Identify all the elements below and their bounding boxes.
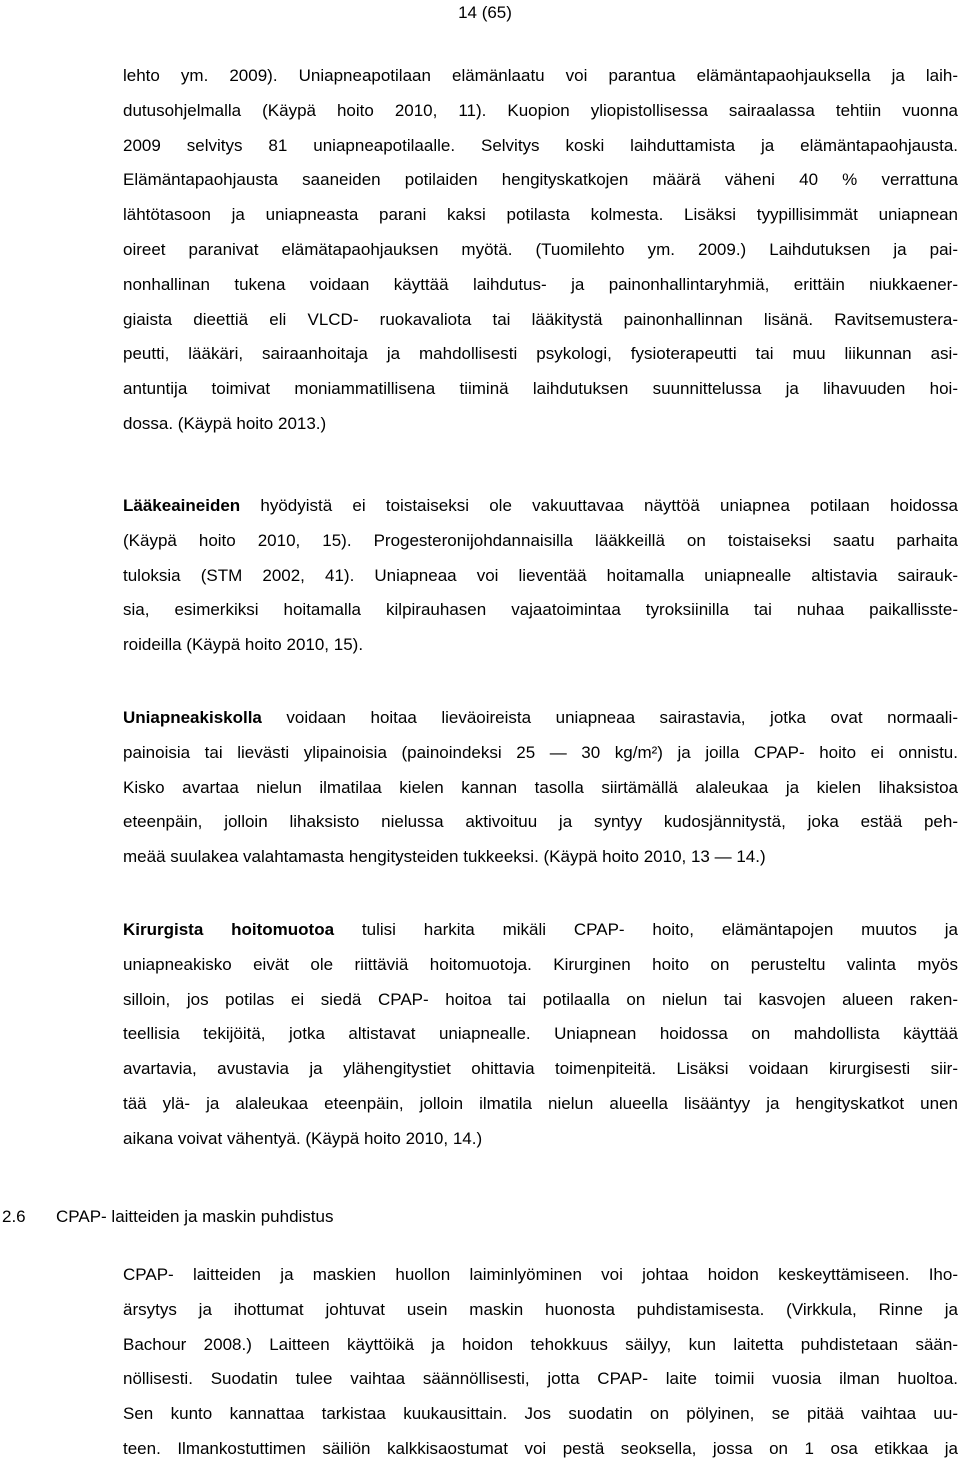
text-line: Bachour 2008.) Laitteen käyttöikä ja hoidon tehokkuus säilyy, kun laitetta puhdistetaan sään- bbox=[123, 1334, 958, 1354]
section-number: 2.6 bbox=[2, 1207, 26, 1226]
paragraph-lifestyle bbox=[123, 59, 958, 442]
text-line: painoisia tai lievästi ylipainoisia (painoindeksi 25 — 30 kg/m²) ja joilla CPAP- hoito ei onnistu. bbox=[123, 742, 958, 762]
text-line: nonhallinan tukena voidaan käyttää laihdutus- ja painonhallintaryhmiä, erittäin niukkaener- bbox=[123, 274, 958, 294]
text-line: 2009 selvitys 81 uniapneapotilaalle. Selvitys koski laihduttamista ja elämäntapaohjausta. bbox=[123, 135, 958, 155]
text-line: eteenpäin, jolloin lihaksisto nielussa aktivoituu ja syntyy kudosjännitystä, joka estää peh- bbox=[123, 812, 958, 832]
text-line: aikana voivat vähentyä. (Käypä hoito 2010, 14.) bbox=[123, 1128, 483, 1148]
text-line: antuntija toimivat moniammatillisena tiiminä laihdutuksen suunnittelussa ja lihavuuden hoi- bbox=[123, 379, 958, 399]
text-line: teellisia tekijöitä, jotka altistavat uniapnealle. Uniapnean hoidossa on mahdollista käyttää bbox=[123, 1024, 958, 1044]
text-line: lehto ym. 2009). Uniapneapotilaan elämänlaatu voi parantua elämäntapaohjauksella ja laih- bbox=[123, 66, 958, 85]
text-line: dossa. (Käypä hoito 2013.) bbox=[123, 413, 327, 433]
text-line: tää ylä- ja alaleukaa eteenpäin, jolloin ilmatila nielun alueella lisääntyy ja hengityskatkot unen bbox=[123, 1093, 958, 1113]
text-line: dutusohjelmalla (Käypä hoito 2010, 11). Kuopion yliopistollisessa sairaalassa tehtiin vuonna bbox=[123, 100, 958, 120]
text-line: nöllisesti. Suodatin tulee vaihtaa säännöllisesti, jotta CPAP- laite toimii vuosia ilman huoltoa. bbox=[123, 1369, 958, 1389]
paragraph-oral-appliance bbox=[123, 701, 958, 875]
text-line bbox=[123, 701, 958, 736]
term-surgery: Kirurgista hoitomuotoa bbox=[123, 920, 335, 939]
text-line: roideilla (Käypä hoito 2010, 15). bbox=[123, 635, 364, 655]
text-line: meää suulakea valahtamasta hengitysteiden tukkeeksi. (Käypä hoito 2010, 13 — 14.) bbox=[123, 847, 766, 867]
text-line: teen. Ilmankostuttimen säiliön kalkkisaostumat voi pestä seoksella, jossa on 1 osa etikkaa ja bbox=[123, 1438, 958, 1458]
paragraph-surgery bbox=[123, 913, 958, 1157]
paragraph-cpap-cleaning bbox=[123, 1258, 958, 1467]
text-line: tuloksia (STM 2002, 41). Uniapneaa voi lieventää hoitamalla uniapnealle altistavia sairauk- bbox=[123, 565, 958, 585]
text-line: silloin, jos potilas ei siedä CPAP- hoitoa tai potilaalla on nielun tai kasvojen alueen raken- bbox=[123, 989, 958, 1009]
text-line: uniapneakisko eivät ole riittäviä hoitomuotoja. Kirurginen hoito on perusteltu valinta myös bbox=[123, 954, 958, 974]
text-fragment: tulisi harkita mikäli CPAP- hoito, elämäntapojen muutos ja bbox=[334, 920, 958, 939]
text-line: avartavia, avustavia ja ylähengitystiet ohittavia toimenpiteitä. Lisäksi voidaan kirurgisesti siir- bbox=[123, 1059, 958, 1079]
text-line: Kisko avartaa nielun ilmatilaa kielen kannan tasolla siirtämällä alaleukaa ja kielen lihaksistoa bbox=[123, 777, 958, 797]
text-line: oireet paranivat elämätapaohjauksen myötä. (Tuomilehto ym. 2009.) Laihdutuksen ja pai- bbox=[123, 239, 958, 259]
paragraph-medication bbox=[123, 489, 958, 663]
term-oral-appliance: Uniapneakiskolla bbox=[123, 708, 262, 727]
text-line: lähtötasoon ja uniapneasta parani kaksi potilasta kolmesta. Lisäksi tyypillisimmät uniapnean bbox=[123, 205, 958, 225]
text-line: ärsytys ja ihottumat johtuvat usein maskin huonosta puhdistamisesta. (Virkkula, Rinne ja bbox=[123, 1299, 958, 1319]
text-fragment: voidaan hoitaa lieväoireista uniapneaa sairastavia, jotka ovat normaali- bbox=[261, 708, 958, 727]
text-fragment: hyödyistä ei toistaiseksi ole vakuuttavaa näyttöä uniapnea potilaan hoidossa bbox=[240, 496, 958, 515]
text-line: peutti, lääkäri, sairaanhoitaja ja mahdollisesti psykologi, fysioterapeutti tai muu liikunnan asi- bbox=[123, 344, 958, 364]
text-line: (Käypä hoito 2010, 15). Progesteronijohdannaisilla lääkkeillä on toistaiseksi saatu parhaita bbox=[123, 530, 958, 550]
term-medication: Lääkeaineiden bbox=[123, 496, 241, 515]
text-line: sia, esimerkiksi hoitamalla kilpirauhasen vajaatoimintaa tyroksiinilla tai nuhaa paikallisste- bbox=[123, 600, 958, 620]
text-line bbox=[123, 489, 958, 524]
page-number: 14 (65) bbox=[458, 3, 512, 22]
text-line bbox=[123, 913, 958, 948]
text-line: Elämäntapaohjausta saaneiden potilaiden hengityskatkojen määrä väheni 40 % verrattuna bbox=[123, 170, 958, 190]
section-title: CPAP- laitteiden ja maskin puhdistus bbox=[56, 1207, 334, 1226]
text-line: giaista dieettiä eli VLCD- ruokavaliota tai lääkitystä painonhallinnan lisänä. Ravitsemustera- bbox=[123, 309, 958, 329]
text-line: Sen kunto kannattaa tarkistaa kuukausittain. Jos suodatin on pölyinen, se pitää vaihtaa uu- bbox=[123, 1404, 958, 1424]
text-line: CPAP- laitteiden ja maskien huollon laiminlyöminen voi johtaa hoidon keskeyttämiseen. Iho- bbox=[123, 1265, 958, 1284]
